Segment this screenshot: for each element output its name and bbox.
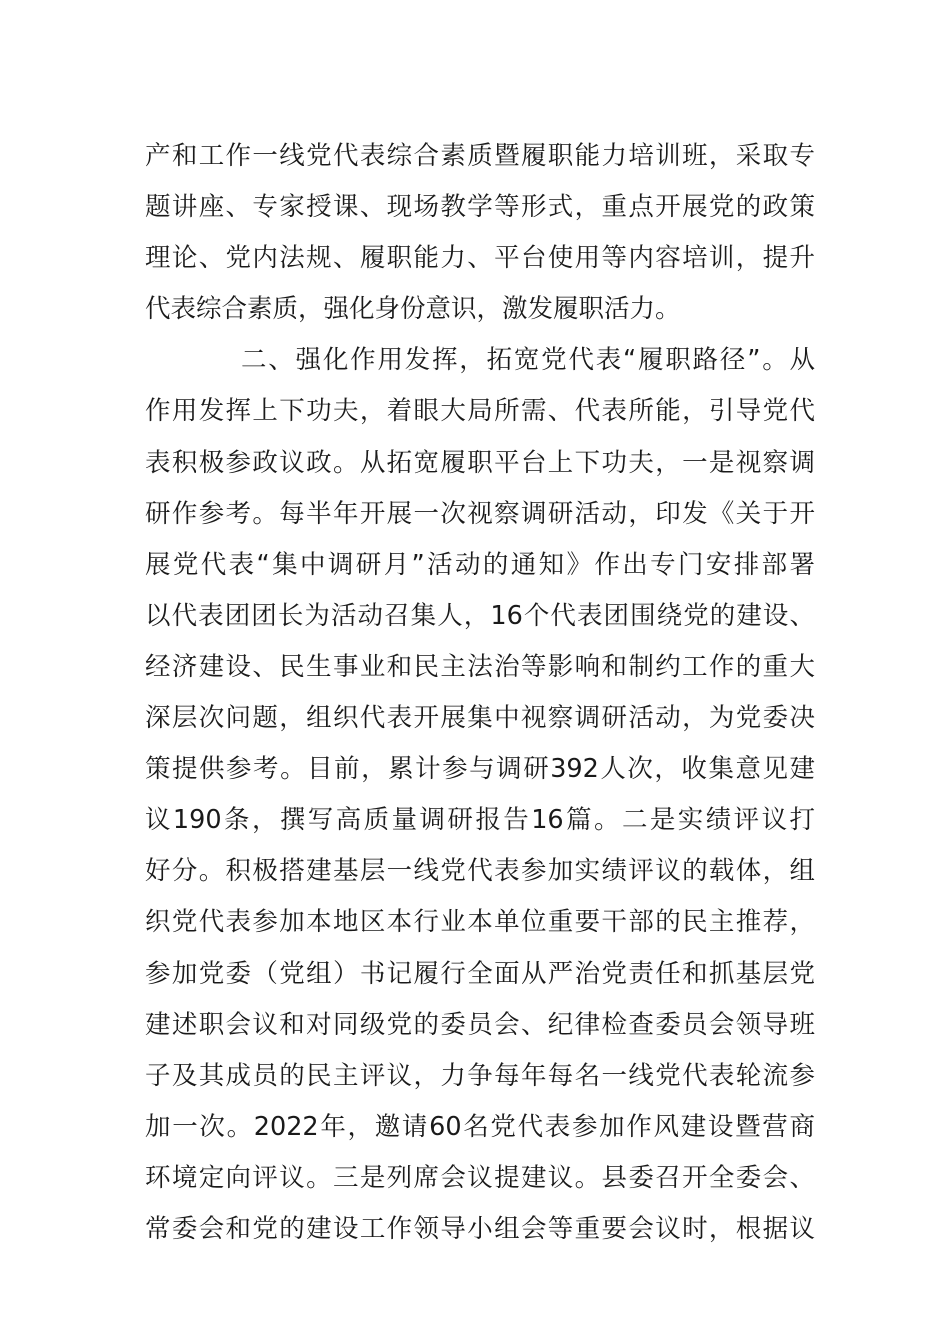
text-line: 好分。积极搭建基层一线党代表参加实绩评议的载体，组 bbox=[145, 856, 815, 887]
text-line: 常委会和党的建设工作领导小组会等重要会议时，根据议 bbox=[145, 1213, 815, 1244]
text-line: 建述职会议和对同级党的委员会、纪律检查委员会领导班 bbox=[145, 1009, 815, 1040]
section-heading-line: 二、强化作用发挥，拓宽党代表“履职路径”。从 bbox=[241, 345, 815, 376]
text-line: 研作参考。每半年开展一次视察调研活动，印发《关于开 bbox=[145, 498, 815, 529]
text-line: 代表综合素质，强化身份意识，激发履职活力。 bbox=[145, 294, 681, 325]
text-line: 理论、党内法规、履职能力、平台使用等内容培训，提升 bbox=[145, 243, 815, 274]
text-line: 题讲座、专家授课、现场教学等形式，重点开展党的政策 bbox=[145, 192, 815, 223]
text-line: 作用发挥上下功夫，着眼大局所需、代表所能，引导党代 bbox=[145, 396, 815, 427]
text-line: 参加党委（党组）书记履行全面从严治党责任和抓基层党 bbox=[145, 958, 815, 989]
text-line: 织党代表参加本地区本行业本单位重要干部的民主推荐， bbox=[145, 907, 815, 938]
text-line: 加一次。2022年，邀请60名党代表参加作风建设暨营商 bbox=[145, 1111, 815, 1142]
text-line: 经济建设、民生事业和民主法治等影响和制约工作的重大 bbox=[145, 651, 815, 682]
text-line: 表积极参政议政。从拓宽履职平台上下功夫，一是视察调 bbox=[145, 447, 815, 478]
text-line: 子及其成员的民主评议，力争每年每名一线党代表轮流参 bbox=[145, 1060, 815, 1091]
text-line: 产和工作一线党代表综合素质暨履职能力培训班，采取专 bbox=[145, 141, 815, 171]
text-line: 策提供参考。目前，累计参与调研392人次，收集意见建 bbox=[145, 754, 815, 785]
text-line: 展党代表“集中调研月”活动的通知》作出专门安排部署 bbox=[145, 549, 815, 580]
text-line: 议190条，撰写高质量调研报告16篇。二是实绩评议打 bbox=[145, 805, 815, 836]
text-line: 环境定向评议。三是列席会议提建议。县委召开全委会、 bbox=[145, 1162, 815, 1193]
text-line: 以代表团团长为活动召集人，16个代表团围绕党的建设、 bbox=[145, 600, 815, 631]
text-line: 深层次问题，组织代表开展集中视察调研活动，为党委决 bbox=[145, 703, 815, 734]
body-text bbox=[145, 131, 815, 1255]
